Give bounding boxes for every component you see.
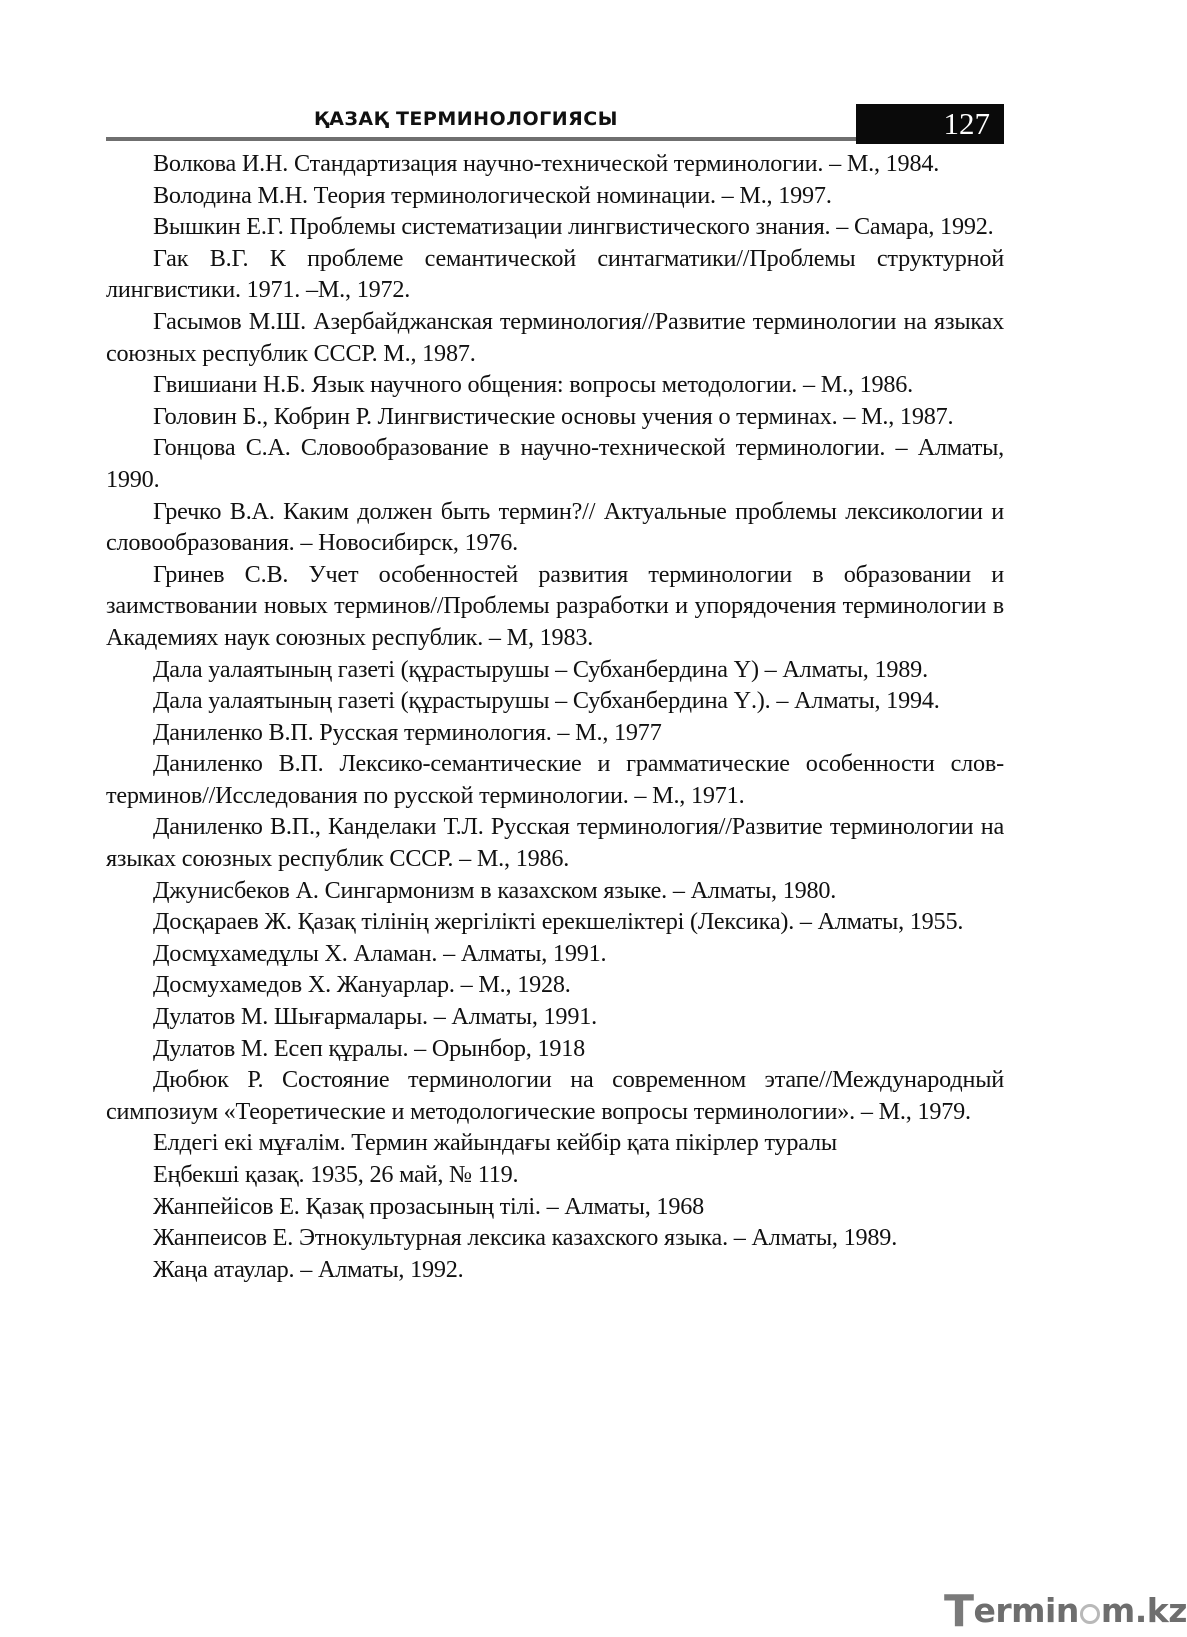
reference-entry: Дулатов М. Шығармалары. – Алматы, 1991. xyxy=(153,1003,597,1031)
site-watermark xyxy=(944,1582,1187,1637)
reference-entry: Жаңа атаулар. – Алматы, 1992. xyxy=(153,1255,464,1283)
running-title: ҚАЗАҚ ТЕРМИНОЛОГИЯСЫ xyxy=(314,108,618,130)
reference-entry: Гвишиани Н.Б. Язык научного общения: вопросы методологии. – М., 1986. xyxy=(153,371,914,399)
page-number: 127 xyxy=(943,106,990,141)
reference-entry: Досмухамедов Х. Жануарлар. – М., 1928. xyxy=(153,971,571,999)
reference-entry: Гринев С.В. Учет особенностей развития терминологии в образовании и заимствовании новых терминов//Проблемы разработки и упорядочения терминологии в Академиях наук союзных республик. – М, 1983. xyxy=(106,560,1004,651)
reference-entry: Вышкин Е.Г. Проблемы систематизации лингвистического знания. – Самара, 1992. xyxy=(153,213,994,241)
reference-entry: Жанпейісов Е. Қазақ прозасының тілі. – Алматы, 1968 xyxy=(153,1192,705,1220)
reference-entry: Даниленко В.П. Лексико-семантические и грамматические особенности слов-терминов//Исследования по русской терминологии. – М., 1971. xyxy=(106,750,1004,809)
reference-entry: Гак В.Г. К проблеме семантической синтагматики//Проблемы структурной лингвистики. 1971. –М., 1972. xyxy=(106,244,1004,304)
reference-entry: Дюбюк Р. Состояние терминологии на современном этапе//Международный симпозиум «Теоретические и методологические вопросы терминологии». – М., 1979. xyxy=(106,1066,1004,1125)
reference-list xyxy=(106,148,1004,1285)
reference-entry: Волкова И.Н. Стандартизация научно-технической терминологии. – М., 1984. xyxy=(153,150,940,177)
reference-entry: Даниленко В.П. Русская терминология. – М., 1977 xyxy=(153,718,662,746)
reference-entry: Даниленко В.П., Канделаки Т.Л. Русская терминология//Развитие терминологии на языках союзных республик СССР. – М., 1986. xyxy=(106,813,1004,873)
watermark-text-part1: ermin xyxy=(973,1591,1079,1630)
watermark-text-part2: m.kz xyxy=(1100,1591,1187,1630)
magnifier-icon xyxy=(1080,1604,1100,1624)
reference-entry: Гонцова С.А. Словообразование в научно-технической терминологии. – Алматы, 1990. xyxy=(106,434,1004,493)
reference-entry: Дала уалаятының газеті (құрастырушы – Субханбердина Ү.). – Алматы, 1994. xyxy=(153,687,940,715)
reference-entry: Досқараев Ж. Қазақ тілінің жергілікті ерекшеліктері (Лексика). – Алматы, 1955. xyxy=(153,908,964,936)
reference-entry: Елдегі екі мұғалім. Термин жайындағы кейбір қата пікірлер туралы xyxy=(153,1129,837,1157)
reference-entry: Дала уалаятының газеті (құрастырушы – Субханбердина Ү) – Алматы, 1989. xyxy=(153,655,928,683)
reference-entry: Еңбекші қазақ. 1935, 26 май, № 119. xyxy=(153,1161,519,1188)
reference-entry: Володина М.Н. Теория терминологической номинации. – М., 1997. xyxy=(153,181,832,209)
reference-entry: Жанпеисов Е. Этнокультурная лексика казахского языка. – Алматы, 1989. xyxy=(153,1224,898,1252)
reference-entry: Дулатов М. Есеп құралы. – Орынбор, 1918 xyxy=(153,1034,586,1062)
reference-entry: Досмұхамедұлы Х. Аламан. – Алматы, 1991. xyxy=(153,939,607,967)
reference-entry: Гречко В.А. Каким должен быть термин?// Актуальные проблемы лексикологии и словообразования. – Новосибирск, 1976. xyxy=(106,497,1004,557)
watermark-first-letter: T xyxy=(944,1586,974,1637)
header-rule xyxy=(106,137,858,141)
reference-entry: Джунисбеков А. Сингармонизм в казахском языке. – Алматы, 1980. xyxy=(153,876,837,904)
reference-entry: Головин Б., Кобрин Р. Лингвистические основы учения о терминах. – М., 1987. xyxy=(153,402,954,430)
page-header xyxy=(106,104,1004,144)
page-number-box xyxy=(856,104,1004,144)
reference-entry: Гасымов М.Ш. Азербайджанская терминология//Развитие терминологии на языках союзных республик СССР. М., 1987. xyxy=(106,307,1004,367)
